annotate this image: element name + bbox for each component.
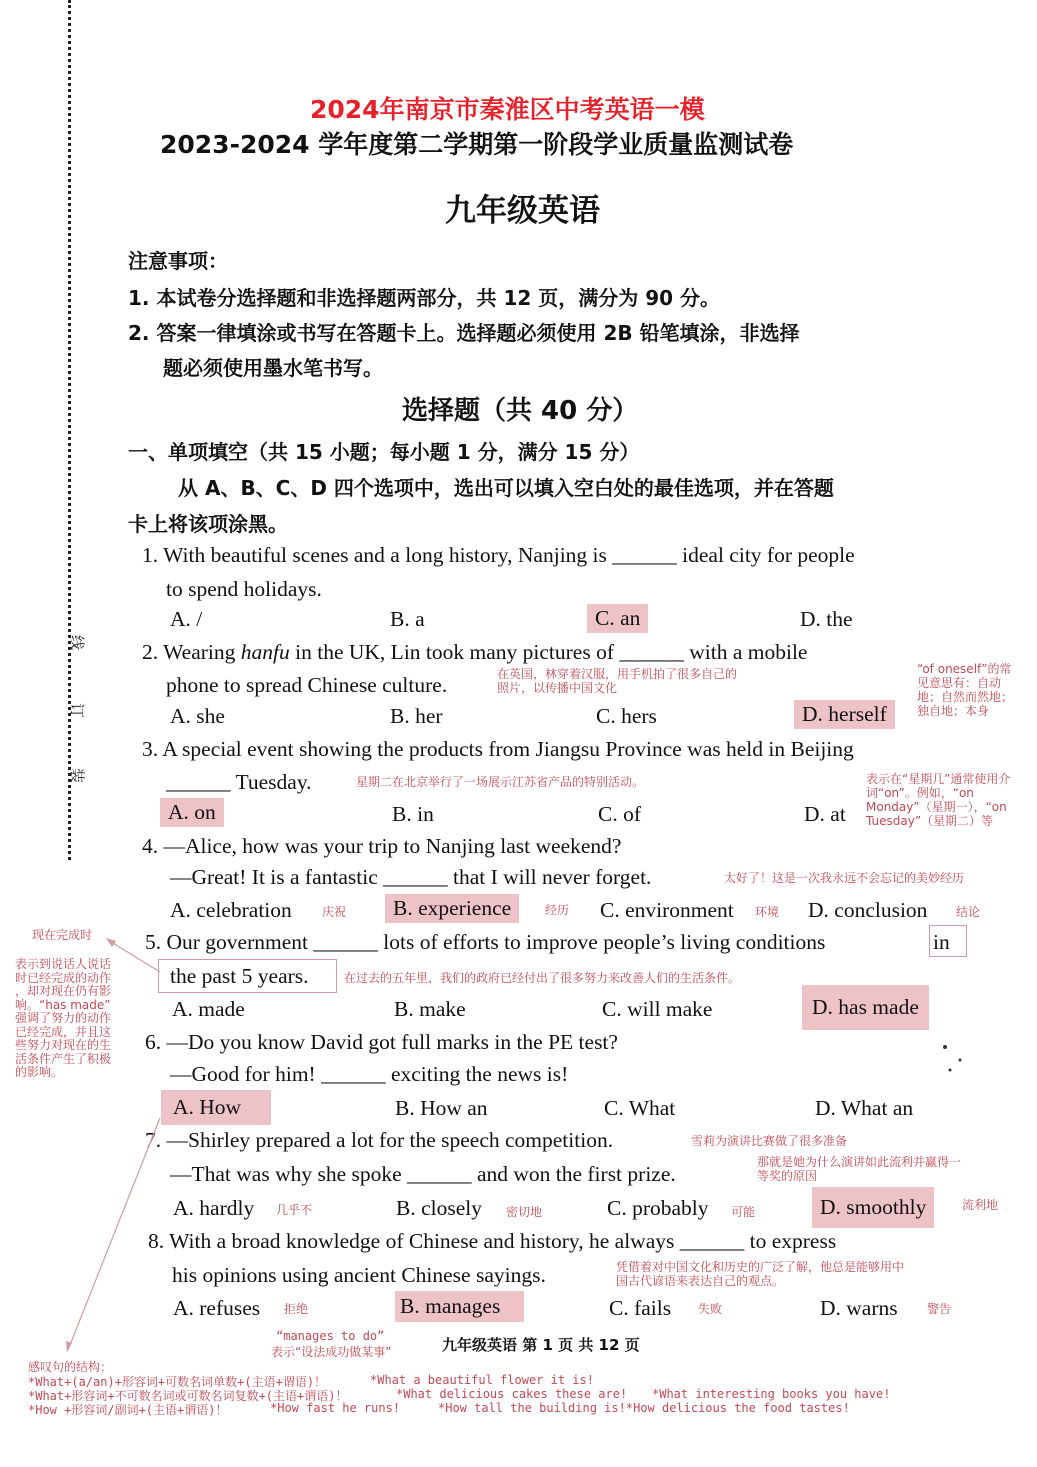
- q7-line1: 7. —Shirley prepared a lot for the speech competition.: [145, 1128, 614, 1152]
- q3-line2: ______ Tuesday.: [166, 770, 312, 794]
- q4-line2: —Great! It is a fantastic ______ that I will never forget.: [170, 865, 652, 889]
- q3-line1: 3. A special event showing the products from Jiangsu Province was held in Beijing: [142, 737, 854, 761]
- q7-option-d-cn: 流利地: [962, 1198, 999, 1212]
- q5-option-c: C. will make: [602, 997, 713, 1021]
- arrow-tense-line: [108, 940, 160, 972]
- q7-option-a: A. hardly: [173, 1196, 255, 1220]
- q4-option-d: D. conclusion: [808, 898, 928, 922]
- q4-option-d-cn: 结论: [956, 905, 981, 919]
- q7-option-d-answer: D. smoothly: [812, 1187, 934, 1228]
- q1-option-d: D. the: [800, 607, 853, 631]
- q7-option-c: C. probably: [607, 1196, 709, 1220]
- q1-option-c-answer: C. an: [587, 604, 648, 633]
- q4-line1: 4. —Alice, how was your trip to Nanjing last weekend?: [142, 834, 622, 858]
- q2-option-d-answer: D. herself: [794, 700, 895, 729]
- q6-option-c: C. What: [604, 1096, 676, 1120]
- exclaim-example-3: *What interesting books you have!: [652, 1387, 891, 1401]
- q8-line1: 8. With a broad knowledge of Chinese and history, he always ______ to express: [148, 1229, 837, 1253]
- q2-line2: phone to spread Chinese culture.: [166, 673, 448, 697]
- q8-option-c: C. fails: [609, 1296, 672, 1320]
- arrow-tense-head: [106, 938, 116, 947]
- q7-option-a-cn: 几乎不: [276, 1203, 313, 1217]
- exclaim-example-5: *How tall the building is!*How delicious the food tastes!: [438, 1401, 850, 1415]
- q8-option-a: A. refuses: [173, 1296, 261, 1320]
- binding-char-line: 线: [68, 634, 87, 651]
- q6-line2: —Good for him! ______ exciting the news is!: [170, 1062, 569, 1086]
- manage-note-2: 表示“设法成功做某事”: [271, 1345, 392, 1359]
- part-heading: 一、单项填空（共 15 小题；每小题 1 分，满分 15 分）: [128, 440, 640, 464]
- q4-option-a-cn: 庆祝: [322, 905, 347, 919]
- q4-option-b-answer: B. experience: [385, 894, 519, 923]
- q2-translation: 在英国，林穿着汉服，用手机拍了很多自己的照片，以传播中国文化: [497, 667, 738, 695]
- exclaim-rule-3: *How +形容词/副词+(主语+谓语)！: [28, 1403, 228, 1417]
- q7-translation-1: 雪莉为演讲比赛做了很多准备: [691, 1134, 848, 1148]
- q2-side-note: “of oneself”的常见意思有：自动地；自然而然地；独自地；本身: [917, 662, 1014, 718]
- exclaim-rule-2: *What+形容词+不可数名词或可数名词复数+(主语+谓语)！: [28, 1389, 348, 1403]
- instruction-line-1: 从 A、B、C、D 四个选项中，选出可以填入空白处的最佳选项，并在答题: [178, 476, 834, 500]
- q3-option-b: B. in: [392, 802, 434, 826]
- q6-option-a-answer: A. How: [161, 1090, 271, 1125]
- q1-line1: 1. With beautiful scenes and a long history, Nanjing is ______ ideal city for people: [142, 543, 855, 567]
- q2-line1: 2. Wearing hanfu in the UK, Lin took many pictures of ______ with a mobile: [142, 640, 808, 664]
- q6-option-b: B. How an: [395, 1096, 488, 1120]
- q1-line2: to spend holidays.: [166, 577, 322, 601]
- binding-char-bind: 装: [68, 767, 87, 784]
- q3-option-c: C. of: [598, 802, 641, 826]
- q3-option-a-answer: A. on: [160, 798, 224, 827]
- q7-option-b: B. closely: [396, 1196, 482, 1220]
- binding-char-order: 订: [68, 702, 87, 719]
- tense-note: 现在完成时: [32, 928, 93, 942]
- notice-item-2a: 2. 答案一律填涂或书写在答题卡上。选择题必须使用 2B 铅笔填涂，非选择: [128, 321, 800, 345]
- exclaim-example-1: *What a beautiful flower it is!: [370, 1373, 594, 1387]
- q8-line2: his opinions using ancient Chinese sayings.: [172, 1263, 546, 1287]
- q4-option-c-cn: 环境: [755, 905, 780, 919]
- q5-option-b: B. make: [394, 997, 466, 1021]
- q8-option-a-cn: 拒绝: [284, 1302, 309, 1316]
- q5-translation: 在过去的五年里，我们的政府已经付出了很多努力来改善人们的生活条件。: [344, 971, 741, 985]
- q2-option-a: A. she: [170, 704, 225, 728]
- q4-option-a: A. celebration: [170, 898, 292, 922]
- exam-title: 2023-2024 学年度第二学期第一阶段学业质量监测试卷: [160, 130, 794, 159]
- tense-explanation: 表示到说话人说话 时已经完成的动作 ，却对现在仍有影 响。“has made” 强调了努力的动作 已经完成，并且这 些努力对现在的生 活条件产生了积极 的影响。: [15, 957, 112, 1079]
- notice-item-1: 1. 本试卷分选择题和非选择题两部分，共 12 页，满分为 90 分。: [128, 286, 720, 310]
- q7-option-b-cn: 密切地: [506, 1205, 543, 1219]
- q5-option-d-answer: D. has made: [802, 985, 929, 1030]
- q7-line2: —That was why she spoke ______ and won the first prize.: [170, 1162, 676, 1186]
- exclaim-example-2: *What delicious cakes these are!: [396, 1387, 628, 1401]
- q3-option-d: D. at: [804, 802, 846, 826]
- q4-option-b-cn: 经历: [545, 903, 570, 917]
- q3-translation: 星期二在北京举行了一场展示江苏省产品的特别活动。: [356, 775, 645, 789]
- arrow-exclaim-line: [68, 1118, 160, 1350]
- q2-option-c: C. hers: [596, 704, 657, 728]
- q5-line1: 5. Our government ______ lots of efforts to improve people’s living conditions: [145, 930, 826, 954]
- speck-2: [959, 1059, 962, 1062]
- q8-option-d: D. warns: [820, 1296, 898, 1320]
- speck-1: [943, 1045, 947, 1049]
- q8-translation: 凭借着对中国文化和历史的广泛了解，他总是能够用中 国古代谚语来表达自己的观点。: [616, 1260, 905, 1288]
- q5-line1-in: in: [933, 930, 950, 954]
- q8-option-b-answer: B. manages: [395, 1291, 524, 1322]
- q2-option-b: B. her: [390, 704, 443, 728]
- q8-option-d-cn: 警告: [927, 1302, 952, 1316]
- red-title: 2024年南京市秦淮区中考英语一模: [310, 95, 705, 124]
- notice-heading: 注意事项：: [128, 249, 228, 273]
- instruction-line-2: 卡上将该项涂黑。: [128, 512, 288, 536]
- exclaim-rule-1: *What+(a/an)+形容词+可数名词单数+(主语+谓语)！: [28, 1375, 327, 1389]
- q5-option-a: A. made: [172, 997, 245, 1021]
- speck-3: [949, 1069, 952, 1072]
- subject-title: 九年级英语: [445, 193, 600, 229]
- q8-option-c-cn: 失败: [698, 1302, 723, 1316]
- exclaim-example-4: *How fast he runs!: [270, 1401, 401, 1415]
- q1-option-a: A. /: [170, 607, 203, 631]
- exclaim-heading: 感叹句的结构：: [28, 1360, 113, 1374]
- q4-option-c: C. environment: [600, 898, 734, 922]
- q7-option-c-cn: 可能: [731, 1205, 756, 1219]
- q4-translation: 太好了！这是一次我永远不会忘记的美妙经历: [724, 871, 965, 885]
- notice-item-2b: 题必须使用墨水笔书写。: [163, 356, 383, 380]
- q6-option-d: D. What an: [815, 1096, 914, 1120]
- q1-option-b: B. a: [390, 607, 425, 631]
- page-footer: 九年级英语 第 1 页 共 12 页: [442, 1336, 640, 1354]
- section-title: 选择题（共 40 分）: [402, 396, 639, 426]
- manage-note-1: “manages to do”: [276, 1329, 385, 1343]
- q5-line2: the past 5 years.: [170, 964, 309, 988]
- q3-side-note: 表示在“星期几”通常使用介词“on”。例如，“on Monday”（星期一），“on Tuesday”（星期二）等: [866, 772, 1011, 828]
- q7-translation-2: 那就是她为什么演讲如此流利并赢得一 等奖的原因: [757, 1155, 962, 1183]
- q6-line1: 6. —Do you know David got full marks in the PE test?: [145, 1030, 618, 1054]
